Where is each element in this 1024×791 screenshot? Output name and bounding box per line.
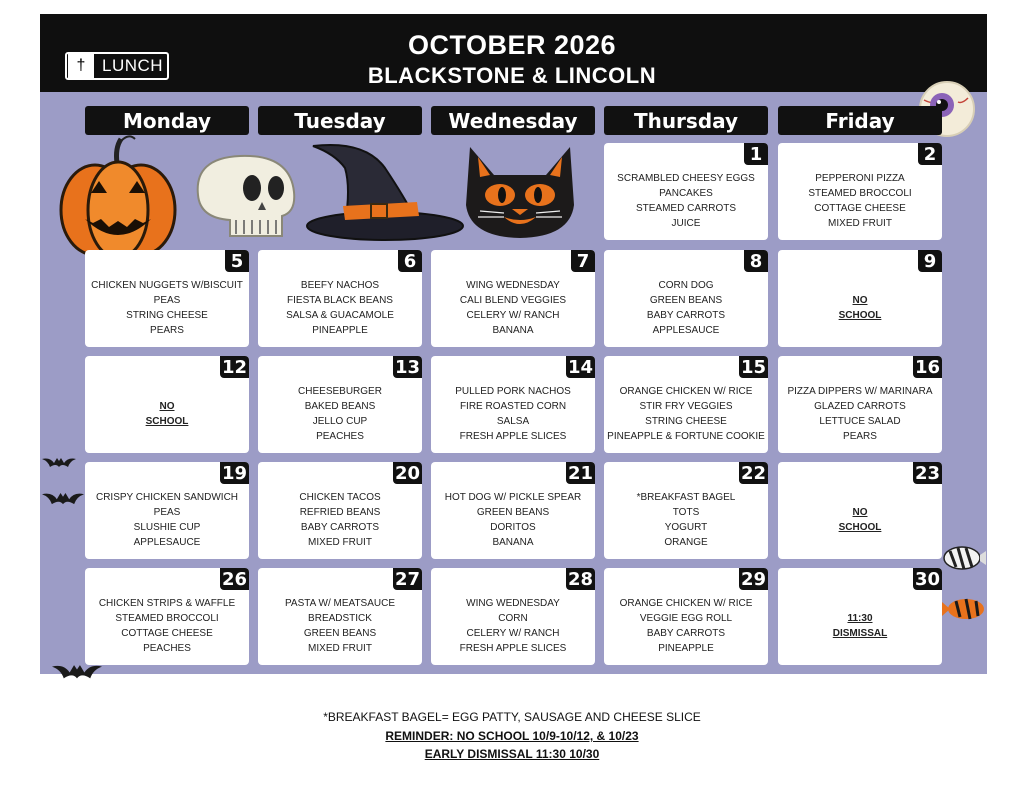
menu-item: CHICKEN NUGGETS W/BISCUIT (91, 279, 243, 291)
day-cell-9 (778, 250, 942, 347)
menu-item: REFRIED BEANS (299, 506, 381, 518)
candy-icon (940, 545, 986, 571)
menu-items (85, 272, 249, 343)
day-header-wednesday: Wednesday (431, 106, 595, 135)
menu-items (604, 272, 768, 343)
menu-item: WING WEDNESDAY (466, 597, 560, 609)
menu-item: WING WEDNESDAY (466, 279, 560, 291)
day-cell-27 (258, 568, 422, 665)
bat-icon (42, 455, 76, 469)
menu-item: SCRAMBLED CHEESY EGGS (617, 172, 755, 184)
menu-item: SCHOOL (838, 309, 882, 321)
menu-item: BEEFY NACHOS (300, 279, 380, 291)
menu-item: PEACHES (316, 430, 364, 442)
menu-item: STIR FRY VEGGIES (639, 400, 733, 412)
date-number: 14 (567, 356, 593, 378)
date-number: 13 (394, 356, 420, 378)
menu-item: LETTUCE SALAD (819, 415, 901, 427)
lunch-label: LUNCH (102, 56, 164, 75)
menu-item: NO (852, 506, 868, 518)
menu-item: BABY CARROTS (646, 627, 726, 639)
day-cell-16 (778, 356, 942, 453)
menu-item: *BREAKFAST BAGEL (636, 491, 736, 503)
menu-item: CRISPY CHICKEN SANDWICH (95, 491, 239, 503)
date-number: 2 (918, 143, 942, 165)
bat-icon (42, 488, 84, 508)
menu-item: BANANA (492, 324, 534, 336)
menu-item: DISMISSAL (832, 627, 888, 639)
early-dismissal-note: EARLY DISMISSAL 11:30 10/30 (424, 747, 600, 761)
date-number: 16 (914, 356, 940, 378)
page-subtitle: BLACKSTONE & LINCOLN (367, 63, 657, 88)
menu-item: ORANGE (664, 536, 708, 548)
menu-item: GREEN BEANS (476, 506, 550, 518)
menu-item: COTTAGE CHEESE (121, 627, 213, 639)
menu-items (85, 378, 249, 449)
black-cat-icon (460, 145, 580, 240)
date-number: 26 (221, 568, 247, 590)
menu-item: PEARS (150, 324, 184, 336)
menu-item: BANANA (492, 536, 534, 548)
day-header-thursday: Thursday (604, 106, 768, 135)
menu-item: MIXED FRUIT (308, 536, 372, 548)
menu-item: PEAS (153, 506, 181, 518)
menu-items (778, 165, 942, 236)
menu-item: PINEAPPLE & FORTUNE COOKIE (607, 430, 765, 442)
menu-items (604, 484, 768, 555)
date-number: 23 (914, 462, 940, 484)
menu-item: SALSA (496, 415, 530, 427)
date-number: 12 (221, 356, 247, 378)
date-number: 30 (914, 568, 940, 590)
day-header-monday: Monday (85, 106, 249, 135)
menu-items (85, 484, 249, 555)
menu-item: CHICKEN STRIPS & WAFFLE (98, 597, 236, 609)
date-number: 6 (398, 250, 422, 272)
menu-item: APPLESAUCE (652, 324, 720, 336)
menu-item: STEAMED BROCCOLI (115, 612, 219, 624)
day-cell-14 (431, 356, 595, 453)
menu-items (778, 272, 942, 343)
menu-item: GLAZED CARROTS (814, 400, 906, 412)
menu-item: PULLED PORK NACHOS (455, 385, 571, 397)
menu-items (604, 165, 768, 236)
day-cell-12 (85, 356, 249, 453)
page-title: OCTOBER 2026 (407, 30, 617, 60)
reminder-no-school: REMINDER: NO SCHOOL 10/9-10/12, & 10/23 (385, 729, 639, 743)
day-cell-5 (85, 250, 249, 347)
day-cell-2 (778, 143, 942, 240)
menu-item: DORITOS (490, 521, 536, 533)
date-number: 8 (744, 250, 768, 272)
day-header-friday: Friday (778, 106, 942, 135)
day-cell-22 (604, 462, 768, 559)
menu-items (258, 272, 422, 343)
menu-items (778, 590, 942, 661)
menu-item: JUICE (671, 217, 701, 229)
menu-item: BREADSTICK (308, 612, 372, 624)
day-cell-26 (85, 568, 249, 665)
date-number: 27 (394, 568, 420, 590)
menu-items (431, 378, 595, 449)
menu-item: PEACHES (143, 642, 191, 654)
day-cell-28 (431, 568, 595, 665)
day-cell-29 (604, 568, 768, 665)
date-number: 28 (567, 568, 593, 590)
day-cell-15 (604, 356, 768, 453)
menu-items (258, 484, 422, 555)
menu-item: SALSA & GUACAMOLE (286, 309, 394, 321)
menu-item: CALI BLEND VEGGIES (459, 294, 567, 306)
menu-item: CELERY W/ RANCH (466, 309, 560, 321)
menu-items (778, 484, 942, 555)
menu-items (258, 378, 422, 449)
menu-item: BABY CARROTS (646, 309, 726, 321)
day-cell-30 (778, 568, 942, 665)
fork-icon: † (68, 54, 94, 78)
menu-item: CORN DOG (658, 279, 714, 291)
menu-item: PEAS (153, 294, 181, 306)
menu-item: NO (159, 400, 175, 412)
day-header-tuesday: Tuesday (258, 106, 422, 135)
menu-items (604, 378, 768, 449)
date-number: 20 (394, 462, 420, 484)
menu-item: NO (852, 294, 868, 306)
date-number: 15 (740, 356, 766, 378)
menu-item: VEGGIE EGG ROLL (639, 612, 733, 624)
menu-item: CORN (498, 612, 528, 624)
menu-item: FRESH APPLE SLICES (459, 430, 567, 442)
witch-hat-icon (305, 138, 465, 243)
date-number: 21 (567, 462, 593, 484)
menu-items (431, 272, 595, 343)
menu-item: ORANGE CHICKEN W/ RICE (619, 385, 753, 397)
menu-item: MIXED FRUIT (308, 642, 372, 654)
menu-item: JELLO CUP (312, 415, 368, 427)
menu-item: STEAMED CARROTS (635, 202, 736, 214)
date-number: 5 (225, 250, 249, 272)
menu-item: BABY CARROTS (300, 521, 380, 533)
menu-item: BAKED BEANS (304, 400, 376, 412)
menu-item: CHEESEBURGER (298, 385, 382, 397)
day-cell-7 (431, 250, 595, 347)
menu-items (431, 590, 595, 661)
menu-item: STEAMED BROCCOLI (808, 187, 912, 199)
day-cell-20 (258, 462, 422, 559)
menu-items (85, 590, 249, 661)
menu-item: MIXED FRUIT (828, 217, 892, 229)
menu-item: YOGURT (664, 521, 708, 533)
candy-icon (940, 596, 988, 622)
pumpkin-icon (55, 133, 181, 263)
day-cell-6 (258, 250, 422, 347)
date-number: 1 (744, 143, 768, 165)
menu-items (258, 590, 422, 661)
menu-item: PEARS (843, 430, 877, 442)
date-number: 22 (740, 462, 766, 484)
footnote-breakfast-bagel: *BREAKFAST BAGEL= EGG PATTY, SAUSAGE AND CHEESE SLICE (323, 710, 701, 724)
menu-item: SCHOOL (838, 521, 882, 533)
menu-items (431, 484, 595, 555)
menu-item: TOTS (672, 506, 700, 518)
menu-item: PINEAPPLE (312, 324, 368, 336)
menu-item: STRING CHEESE (126, 309, 208, 321)
day-cell-19 (85, 462, 249, 559)
menu-item: PINEAPPLE (658, 642, 714, 654)
date-number: 7 (571, 250, 595, 272)
day-cell-1 (604, 143, 768, 240)
menu-item: GREEN BEANS (649, 294, 723, 306)
menu-items (604, 590, 768, 661)
date-number: 29 (740, 568, 766, 590)
menu-item: FIRE ROASTED CORN (459, 400, 567, 412)
menu-item: PANCAKES (659, 187, 713, 199)
menu-item: CELERY W/ RANCH (466, 627, 560, 639)
menu-item: 11:30 (847, 612, 873, 624)
day-cell-8 (604, 250, 768, 347)
date-number: 9 (918, 250, 942, 272)
menu-items (778, 378, 942, 449)
menu-item: FRESH APPLE SLICES (459, 642, 567, 654)
menu-item: GREEN BEANS (303, 627, 377, 639)
menu-item: PIZZA DIPPERS W/ MARINARA (787, 385, 933, 397)
day-cell-21 (431, 462, 595, 559)
menu-item: SCHOOL (145, 415, 189, 427)
menu-item: ORANGE CHICKEN W/ RICE (619, 597, 753, 609)
day-cell-13 (258, 356, 422, 453)
menu-item: STRING CHEESE (645, 415, 727, 427)
menu-item: SLUSHIE CUP (133, 521, 201, 533)
menu-item: COTTAGE CHEESE (814, 202, 906, 214)
day-cell-23 (778, 462, 942, 559)
date-number: 19 (221, 462, 247, 484)
menu-item: PASTA W/ MEATSAUCE (284, 597, 395, 609)
skull-icon (190, 150, 300, 240)
menu-item: APPLESAUCE (133, 536, 201, 548)
menu-item: FIESTA BLACK BEANS (287, 294, 393, 306)
menu-item: CHICKEN TACOS (299, 491, 381, 503)
menu-item: PEPPERONI PIZZA (815, 172, 905, 184)
menu-item: HOT DOG W/ PICKLE SPEAR (444, 491, 582, 503)
